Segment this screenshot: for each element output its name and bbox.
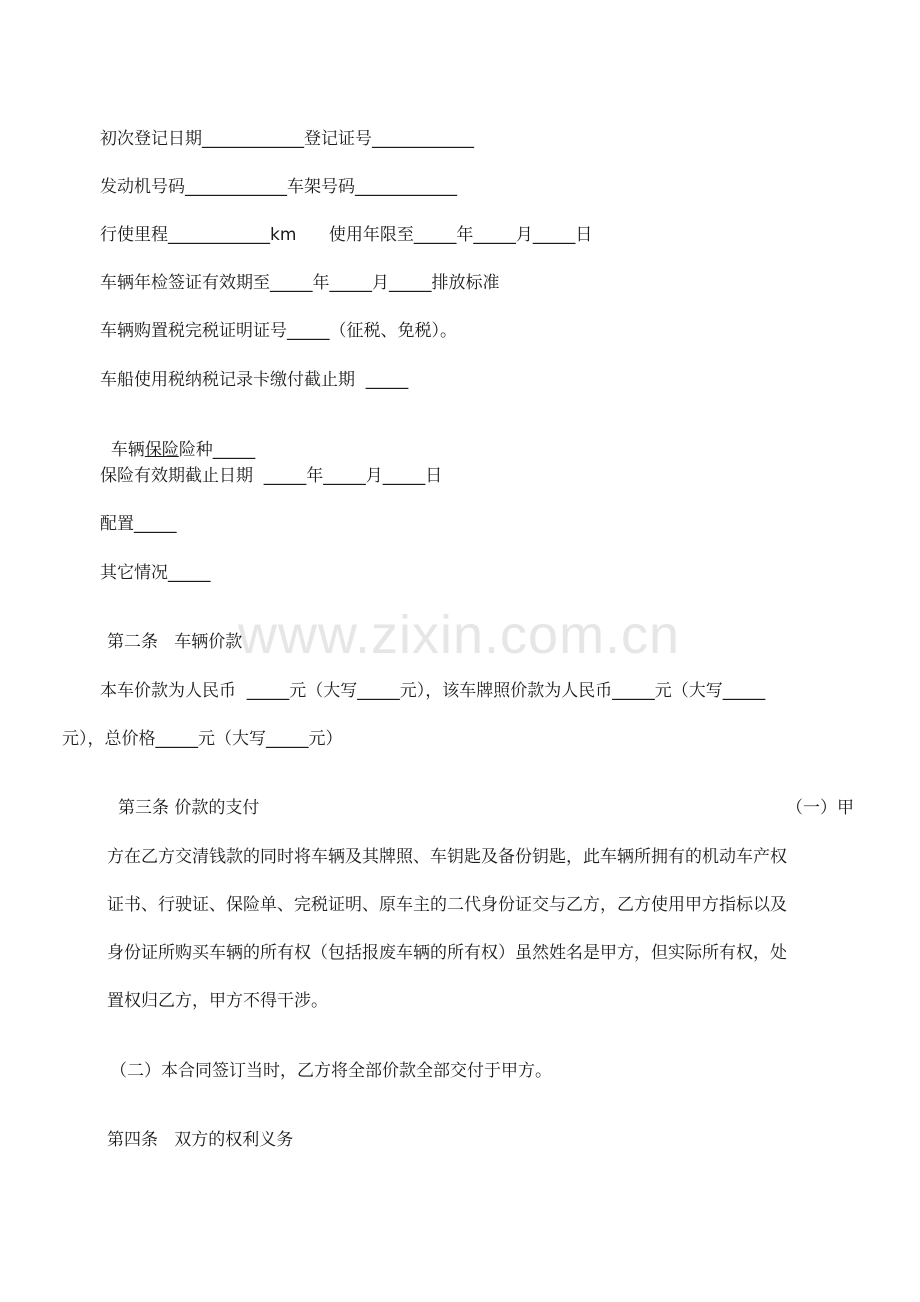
insurance-type-suffix: 险种_____ xyxy=(178,440,256,460)
field-insurance-type xyxy=(100,417,255,461)
field-purchase-tax: 车辆购置税完税证明证号_____（征税、免税）。 xyxy=(100,321,457,341)
insurance-type-prefix: 车辆 xyxy=(110,440,145,460)
field-insurance-expiry: 保险有效期截止日期 _____年_____月_____日 xyxy=(100,466,443,486)
article4-heading: 第四条 双方的权利义务 xyxy=(107,1130,294,1150)
article3-paragraph-line1: 方在乙方交清钱款的同时将车辆及其牌照、车钥匙及备份钥匙，此车辆所拥有的机动车产权 xyxy=(107,847,787,867)
field-engine-number: 发动机号码____________车架号码____________ xyxy=(100,177,457,197)
article2-paragraph-line1: 本车价款为人民币 _____元（大写_____元），该车牌照价款为人民币_____元（大写_____ xyxy=(100,681,766,701)
field-annual-inspection: 车辆年检签证有效期至_____年_____月_____排放标准 xyxy=(100,273,500,293)
article3-paragraph-line2: 证书、行驶证、保险单、完税证明、原车主的二代身份证交与乙方，乙方使用甲方指标以及 xyxy=(107,895,787,915)
article3-paragraph-line4: 置权归乙方，甲方不得干涉。 xyxy=(107,991,328,1011)
watermark: www.zixin.com.cn xyxy=(238,605,681,665)
article3-clause-two: （二）本合同签订当时，乙方将全部价款全部交付于甲方。 xyxy=(110,1061,552,1081)
article3-paragraph-line3: 身份证所购买车辆的所有权（包括报废车辆的所有权）虽然姓名是甲方，但实际所有权，处 xyxy=(107,943,787,963)
field-vehicle-tax: 车船使用税纳税记录卡缴付截止期 _____ xyxy=(100,370,409,390)
field-mileage: 行使里程____________km 使用年限至_____年_____月_____日 xyxy=(100,225,593,245)
article2-paragraph-line2: 元），总价格_____元（大写_____元） xyxy=(62,729,343,749)
article2-heading: 第二条 车辆价款 xyxy=(107,632,243,652)
article3-heading: 第三条 价款的支付 xyxy=(118,798,260,818)
field-first-registration: 初次登记日期____________登记证号____________ xyxy=(100,129,474,149)
article3-heading-right: （一）甲 xyxy=(786,798,854,818)
field-other: 其它情况_____ xyxy=(100,563,211,583)
insurance-link[interactable]: 保险 xyxy=(144,440,179,460)
field-configuration: 配置_____ xyxy=(100,514,177,534)
